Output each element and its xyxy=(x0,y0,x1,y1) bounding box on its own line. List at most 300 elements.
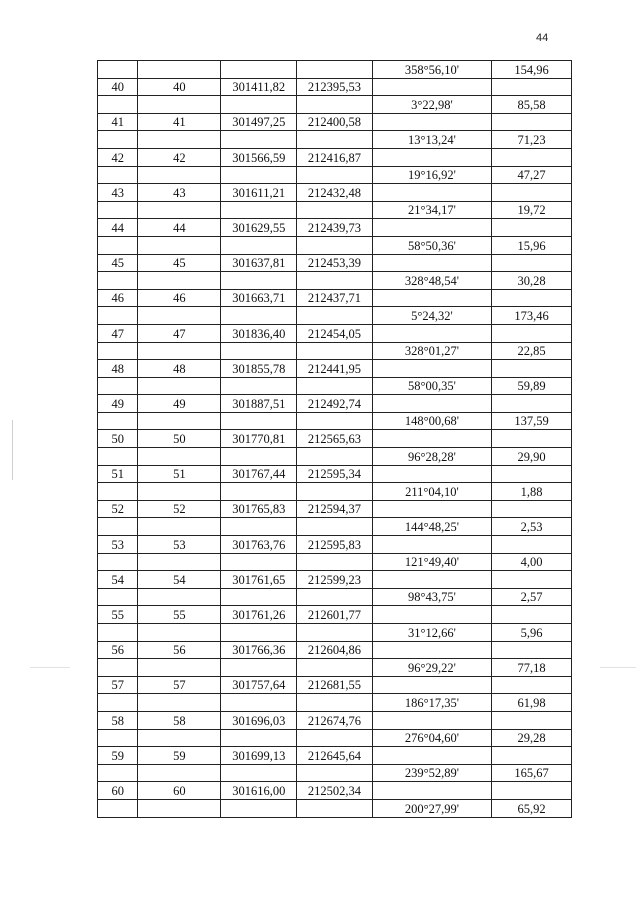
segment-row xyxy=(98,553,572,571)
point-id-cell: 41 xyxy=(138,113,221,131)
x-coordinate-cell xyxy=(221,448,297,466)
distance-cell: 15,96 xyxy=(492,236,572,254)
x-coordinate-cell: 301855,78 xyxy=(221,360,297,378)
point-number-cell xyxy=(98,659,138,677)
distance-cell xyxy=(492,395,572,413)
distance-cell: 59,89 xyxy=(492,377,572,395)
point-id-cell xyxy=(138,412,221,430)
point-number-cell: 49 xyxy=(98,395,138,413)
point-id-cell xyxy=(138,166,221,184)
direction-angle-cell xyxy=(372,782,491,800)
distance-cell xyxy=(492,78,572,96)
x-coordinate-cell xyxy=(221,694,297,712)
x-coordinate-cell xyxy=(221,553,297,571)
distance-cell: 61,98 xyxy=(492,694,572,712)
direction-angle-cell xyxy=(372,289,491,307)
direction-angle-cell: 3°22,98' xyxy=(372,96,491,114)
point-id-cell xyxy=(138,61,221,79)
point-row xyxy=(98,360,572,378)
segment-row xyxy=(98,694,572,712)
y-coordinate-cell: 212416,87 xyxy=(297,148,373,166)
point-id-cell: 60 xyxy=(138,782,221,800)
direction-angle-cell: 328°48,54' xyxy=(372,272,491,290)
point-id-cell: 48 xyxy=(138,360,221,378)
y-coordinate-cell xyxy=(297,624,373,642)
y-coordinate-cell xyxy=(297,448,373,466)
y-coordinate-cell xyxy=(297,694,373,712)
direction-angle-cell xyxy=(372,465,491,483)
distance-cell: 47,27 xyxy=(492,166,572,184)
direction-angle-cell: 148°00,68' xyxy=(372,412,491,430)
distance-cell: 29,90 xyxy=(492,448,572,466)
distance-cell: 2,53 xyxy=(492,518,572,536)
distance-cell: 22,85 xyxy=(492,342,572,360)
x-coordinate-cell: 301770,81 xyxy=(221,430,297,448)
point-number-cell xyxy=(98,96,138,114)
direction-angle-cell xyxy=(372,395,491,413)
point-number-cell: 50 xyxy=(98,430,138,448)
segment-row xyxy=(98,588,572,606)
point-id-cell xyxy=(138,518,221,536)
point-row xyxy=(98,676,572,694)
coordinates-table-body xyxy=(98,61,572,818)
y-coordinate-cell: 212437,71 xyxy=(297,289,373,307)
x-coordinate-cell: 301411,82 xyxy=(221,78,297,96)
point-number-cell xyxy=(98,553,138,571)
point-row xyxy=(98,430,572,448)
segment-row xyxy=(98,342,572,360)
point-number-cell: 40 xyxy=(98,78,138,96)
segment-row xyxy=(98,166,572,184)
direction-angle-cell: 96°28,28' xyxy=(372,448,491,466)
y-coordinate-cell xyxy=(297,61,373,79)
distance-cell xyxy=(492,536,572,554)
y-coordinate-cell xyxy=(297,764,373,782)
distance-cell xyxy=(492,747,572,765)
point-number-cell xyxy=(98,342,138,360)
point-number-cell: 51 xyxy=(98,465,138,483)
point-number-cell xyxy=(98,131,138,149)
distance-cell: 19,72 xyxy=(492,201,572,219)
direction-angle-cell: 186°17,35' xyxy=(372,694,491,712)
point-id-cell xyxy=(138,272,221,290)
point-id-cell: 46 xyxy=(138,289,221,307)
direction-angle-cell xyxy=(372,536,491,554)
point-number-cell xyxy=(98,307,138,325)
distance-cell xyxy=(492,782,572,800)
point-number-cell: 60 xyxy=(98,782,138,800)
point-number-cell: 43 xyxy=(98,184,138,202)
point-id-cell: 50 xyxy=(138,430,221,448)
segment-row xyxy=(98,518,572,536)
x-coordinate-cell: 301765,83 xyxy=(221,500,297,518)
point-row xyxy=(98,395,572,413)
point-number-cell xyxy=(98,799,138,817)
point-row xyxy=(98,536,572,554)
point-id-cell xyxy=(138,236,221,254)
segment-row xyxy=(98,61,572,79)
x-coordinate-cell: 301566,59 xyxy=(221,148,297,166)
y-coordinate-cell xyxy=(297,201,373,219)
x-coordinate-cell: 301767,44 xyxy=(221,465,297,483)
x-coordinate-cell xyxy=(221,412,297,430)
y-coordinate-cell: 212453,39 xyxy=(297,254,373,272)
direction-angle-cell: 239°52,89' xyxy=(372,764,491,782)
direction-angle-cell xyxy=(372,747,491,765)
y-coordinate-cell: 212604,86 xyxy=(297,641,373,659)
x-coordinate-cell xyxy=(221,96,297,114)
y-coordinate-cell xyxy=(297,483,373,501)
x-coordinate-cell: 301696,03 xyxy=(221,711,297,729)
y-coordinate-cell xyxy=(297,342,373,360)
x-coordinate-cell: 301836,40 xyxy=(221,324,297,342)
point-id-cell xyxy=(138,799,221,817)
point-number-cell xyxy=(98,272,138,290)
distance-cell xyxy=(492,289,572,307)
x-coordinate-cell: 301761,65 xyxy=(221,571,297,589)
y-coordinate-cell: 212601,77 xyxy=(297,606,373,624)
distance-cell: 71,23 xyxy=(492,131,572,149)
distance-cell xyxy=(492,148,572,166)
y-coordinate-cell: 212645,64 xyxy=(297,747,373,765)
x-coordinate-cell: 301887,51 xyxy=(221,395,297,413)
point-number-cell: 45 xyxy=(98,254,138,272)
x-coordinate-cell: 301629,55 xyxy=(221,219,297,237)
point-id-cell xyxy=(138,342,221,360)
y-coordinate-cell xyxy=(297,131,373,149)
point-id-cell: 59 xyxy=(138,747,221,765)
point-number-cell: 55 xyxy=(98,606,138,624)
point-id-cell xyxy=(138,764,221,782)
scan-mark-left xyxy=(12,420,13,480)
distance-cell: 137,59 xyxy=(492,412,572,430)
distance-cell xyxy=(492,676,572,694)
y-coordinate-cell xyxy=(297,307,373,325)
direction-angle-cell: 21°34,17' xyxy=(372,201,491,219)
point-id-cell: 53 xyxy=(138,536,221,554)
direction-angle-cell xyxy=(372,641,491,659)
direction-angle-cell xyxy=(372,78,491,96)
point-id-cell xyxy=(138,659,221,677)
point-number-cell: 47 xyxy=(98,324,138,342)
point-id-cell xyxy=(138,588,221,606)
y-coordinate-cell: 212454,05 xyxy=(297,324,373,342)
point-row xyxy=(98,184,572,202)
segment-row xyxy=(98,131,572,149)
point-id-cell: 43 xyxy=(138,184,221,202)
distance-cell: 85,58 xyxy=(492,96,572,114)
distance-cell: 30,28 xyxy=(492,272,572,290)
x-coordinate-cell: 301766,36 xyxy=(221,641,297,659)
segment-row xyxy=(98,659,572,677)
y-coordinate-cell xyxy=(297,412,373,430)
distance-cell xyxy=(492,641,572,659)
point-id-cell: 47 xyxy=(138,324,221,342)
direction-angle-cell xyxy=(372,606,491,624)
x-coordinate-cell xyxy=(221,61,297,79)
y-coordinate-cell xyxy=(297,729,373,747)
segment-row xyxy=(98,201,572,219)
direction-angle-cell xyxy=(372,184,491,202)
point-number-cell xyxy=(98,377,138,395)
segment-row xyxy=(98,236,572,254)
point-number-cell xyxy=(98,166,138,184)
point-row xyxy=(98,465,572,483)
distance-cell: 77,18 xyxy=(492,659,572,677)
y-coordinate-cell: 212502,34 xyxy=(297,782,373,800)
y-coordinate-cell: 212595,34 xyxy=(297,465,373,483)
direction-angle-cell: 200°27,99' xyxy=(372,799,491,817)
point-id-cell xyxy=(138,131,221,149)
point-id-cell xyxy=(138,448,221,466)
x-coordinate-cell xyxy=(221,131,297,149)
point-number-cell xyxy=(98,483,138,501)
point-number-cell: 57 xyxy=(98,676,138,694)
point-row xyxy=(98,747,572,765)
point-number-cell xyxy=(98,729,138,747)
distance-cell xyxy=(492,360,572,378)
y-coordinate-cell: 212681,55 xyxy=(297,676,373,694)
point-row xyxy=(98,571,572,589)
y-coordinate-cell xyxy=(297,96,373,114)
distance-cell: 1,88 xyxy=(492,483,572,501)
y-coordinate-cell xyxy=(297,518,373,536)
point-number-cell xyxy=(98,201,138,219)
scan-mark-left-dots xyxy=(30,667,70,668)
point-row xyxy=(98,606,572,624)
point-id-cell xyxy=(138,729,221,747)
distance-cell: 2,57 xyxy=(492,588,572,606)
point-id-cell: 58 xyxy=(138,711,221,729)
point-row xyxy=(98,641,572,659)
point-number-cell xyxy=(98,694,138,712)
point-id-cell: 49 xyxy=(138,395,221,413)
segment-row xyxy=(98,624,572,642)
distance-cell: 165,67 xyxy=(492,764,572,782)
point-id-cell xyxy=(138,377,221,395)
segment-row xyxy=(98,448,572,466)
direction-angle-cell xyxy=(372,676,491,694)
point-id-cell: 52 xyxy=(138,500,221,518)
y-coordinate-cell: 212439,73 xyxy=(297,219,373,237)
x-coordinate-cell xyxy=(221,624,297,642)
direction-angle-cell: 19°16,92' xyxy=(372,166,491,184)
y-coordinate-cell xyxy=(297,236,373,254)
point-id-cell: 44 xyxy=(138,219,221,237)
point-id-cell: 56 xyxy=(138,641,221,659)
point-number-cell xyxy=(98,61,138,79)
x-coordinate-cell xyxy=(221,764,297,782)
point-id-cell xyxy=(138,553,221,571)
x-coordinate-cell xyxy=(221,201,297,219)
point-id-cell xyxy=(138,201,221,219)
point-number-cell xyxy=(98,624,138,642)
distance-cell: 65,92 xyxy=(492,799,572,817)
point-number-cell: 41 xyxy=(98,113,138,131)
x-coordinate-cell: 301663,71 xyxy=(221,289,297,307)
y-coordinate-cell: 212432,48 xyxy=(297,184,373,202)
point-row xyxy=(98,782,572,800)
point-row xyxy=(98,500,572,518)
point-row xyxy=(98,254,572,272)
segment-row xyxy=(98,799,572,817)
x-coordinate-cell xyxy=(221,342,297,360)
x-coordinate-cell: 301637,81 xyxy=(221,254,297,272)
distance-cell xyxy=(492,500,572,518)
distance-cell xyxy=(492,571,572,589)
distance-cell xyxy=(492,184,572,202)
y-coordinate-cell xyxy=(297,272,373,290)
direction-angle-cell xyxy=(372,711,491,729)
direction-angle-cell xyxy=(372,324,491,342)
point-row xyxy=(98,324,572,342)
x-coordinate-cell: 301761,26 xyxy=(221,606,297,624)
point-id-cell xyxy=(138,483,221,501)
x-coordinate-cell xyxy=(221,272,297,290)
y-coordinate-cell xyxy=(297,588,373,606)
direction-angle-cell: 96°29,22' xyxy=(372,659,491,677)
y-coordinate-cell: 212565,63 xyxy=(297,430,373,448)
x-coordinate-cell: 301699,13 xyxy=(221,747,297,765)
distance-cell: 173,46 xyxy=(492,307,572,325)
y-coordinate-cell: 212599,23 xyxy=(297,571,373,589)
point-number-cell: 53 xyxy=(98,536,138,554)
scan-mark-right-dots xyxy=(600,667,636,668)
point-id-cell: 51 xyxy=(138,465,221,483)
direction-angle-cell xyxy=(372,148,491,166)
point-id-cell: 54 xyxy=(138,571,221,589)
y-coordinate-cell: 212400,58 xyxy=(297,113,373,131)
x-coordinate-cell xyxy=(221,236,297,254)
point-row xyxy=(98,289,572,307)
x-coordinate-cell xyxy=(221,729,297,747)
y-coordinate-cell: 212395,53 xyxy=(297,78,373,96)
segment-row xyxy=(98,729,572,747)
coordinates-table xyxy=(97,60,572,818)
y-coordinate-cell xyxy=(297,553,373,571)
distance-cell xyxy=(492,324,572,342)
direction-angle-cell xyxy=(372,113,491,131)
x-coordinate-cell xyxy=(221,799,297,817)
point-number-cell xyxy=(98,236,138,254)
point-row xyxy=(98,219,572,237)
x-coordinate-cell xyxy=(221,518,297,536)
direction-angle-cell xyxy=(372,360,491,378)
distance-cell: 154,96 xyxy=(492,61,572,79)
x-coordinate-cell: 301763,76 xyxy=(221,536,297,554)
direction-angle-cell: 58°00,35' xyxy=(372,377,491,395)
point-number-cell xyxy=(98,764,138,782)
point-id-cell xyxy=(138,694,221,712)
point-number-cell: 58 xyxy=(98,711,138,729)
page-number: 44 xyxy=(536,32,549,44)
x-coordinate-cell: 301616,00 xyxy=(221,782,297,800)
point-number-cell: 52 xyxy=(98,500,138,518)
distance-cell xyxy=(492,465,572,483)
direction-angle-cell xyxy=(372,500,491,518)
x-coordinate-cell xyxy=(221,483,297,501)
x-coordinate-cell xyxy=(221,307,297,325)
point-number-cell xyxy=(98,412,138,430)
point-number-cell xyxy=(98,518,138,536)
point-number-cell: 59 xyxy=(98,747,138,765)
distance-cell: 29,28 xyxy=(492,729,572,747)
x-coordinate-cell xyxy=(221,166,297,184)
direction-angle-cell xyxy=(372,430,491,448)
segment-row xyxy=(98,377,572,395)
point-id-cell: 55 xyxy=(138,606,221,624)
point-number-cell: 48 xyxy=(98,360,138,378)
point-number-cell: 44 xyxy=(98,219,138,237)
distance-cell xyxy=(492,219,572,237)
y-coordinate-cell: 212441,95 xyxy=(297,360,373,378)
y-coordinate-cell xyxy=(297,799,373,817)
distance-cell xyxy=(492,430,572,448)
distance-cell xyxy=(492,113,572,131)
segment-row xyxy=(98,96,572,114)
direction-angle-cell: 358°56,10' xyxy=(372,61,491,79)
point-id-cell xyxy=(138,624,221,642)
point-row xyxy=(98,78,572,96)
direction-angle-cell xyxy=(372,571,491,589)
point-number-cell: 42 xyxy=(98,148,138,166)
point-id-cell: 40 xyxy=(138,78,221,96)
x-coordinate-cell: 301611,21 xyxy=(221,184,297,202)
direction-angle-cell: 98°43,75' xyxy=(372,588,491,606)
y-coordinate-cell: 212595,83 xyxy=(297,536,373,554)
direction-angle-cell: 144°48,25' xyxy=(372,518,491,536)
x-coordinate-cell: 301497,25 xyxy=(221,113,297,131)
distance-cell xyxy=(492,711,572,729)
y-coordinate-cell: 212594,37 xyxy=(297,500,373,518)
y-coordinate-cell: 212674,76 xyxy=(297,711,373,729)
point-id-cell: 57 xyxy=(138,676,221,694)
point-id-cell: 42 xyxy=(138,148,221,166)
point-row xyxy=(98,148,572,166)
y-coordinate-cell xyxy=(297,659,373,677)
x-coordinate-cell: 301757,64 xyxy=(221,676,297,694)
point-number-cell xyxy=(98,588,138,606)
distance-cell: 5,96 xyxy=(492,624,572,642)
point-number-cell: 54 xyxy=(98,571,138,589)
direction-angle-cell: 13°13,24' xyxy=(372,131,491,149)
segment-row xyxy=(98,272,572,290)
direction-angle-cell: 276°04,60' xyxy=(372,729,491,747)
point-number-cell: 56 xyxy=(98,641,138,659)
distance-cell: 4,00 xyxy=(492,553,572,571)
direction-angle-cell: 121°49,40' xyxy=(372,553,491,571)
direction-angle-cell xyxy=(372,219,491,237)
direction-angle-cell: 328°01,27' xyxy=(372,342,491,360)
segment-row xyxy=(98,307,572,325)
segment-row xyxy=(98,412,572,430)
point-id-cell xyxy=(138,307,221,325)
point-number-cell: 46 xyxy=(98,289,138,307)
segment-row xyxy=(98,483,572,501)
direction-angle-cell: 31°12,66' xyxy=(372,624,491,642)
y-coordinate-cell xyxy=(297,166,373,184)
point-number-cell xyxy=(98,448,138,466)
segment-row xyxy=(98,764,572,782)
point-id-cell xyxy=(138,96,221,114)
direction-angle-cell: 211°04,10' xyxy=(372,483,491,501)
x-coordinate-cell xyxy=(221,377,297,395)
point-row xyxy=(98,711,572,729)
point-row xyxy=(98,113,572,131)
direction-angle-cell: 5°24,32' xyxy=(372,307,491,325)
direction-angle-cell: 58°50,36' xyxy=(372,236,491,254)
x-coordinate-cell xyxy=(221,659,297,677)
